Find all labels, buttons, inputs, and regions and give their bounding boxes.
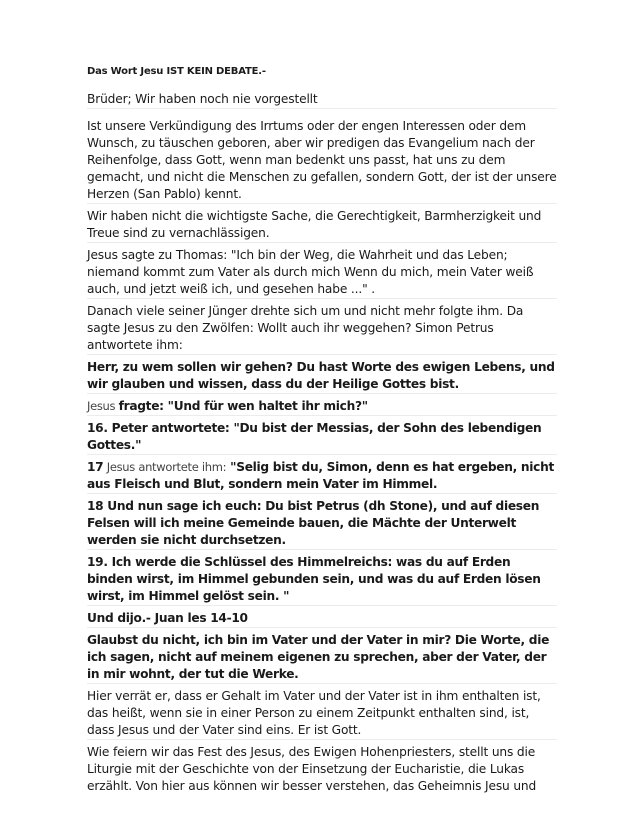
question-text: fragte: "Und für wen haltet ihr mich?" [118, 399, 368, 413]
paragraph-brueder: Brüder; Wir haben noch nie vorgestellt [87, 91, 557, 109]
paragraph-thomas: Jesus sagte zu Thomas: "Ich bin der Weg, die Wahrheit und das Leben; niemand kommt zum Vater als durch mich Wenn du mich, mein Vater weiß auch, und jetzt weiß ich, und gesehen habe ..." . [87, 247, 557, 299]
paragraph-gehalt: Hier verrät er, dass er Gehalt im Vater und der Vater ist in ihm enthalten ist, das heißt, wenn sie in einer Person zu einem Zeitpunkt enthalten sind, ist, dass Jesus und der Vater sind eins. Er ist Gott. [87, 688, 557, 740]
paragraph-verkuendigung: Ist unsere Verkündigung des Irrtums oder der engen Interessen oder dem Wunsch, zu täuschen geboren, aber wir predigen das Evangelium nach der Reihenfolge, dass Gott, wenn man bedenkt uns passt, hat uns zu dem gemacht, und nicht die Menschen zu gefallen, sondern Gott, der ist der unsere Herzen (San Pablo) kennt. [87, 118, 557, 204]
paragraph-verse-16: 16. Peter antwortete: "Du bist der Messias, der Sohn des lebendigen Gottes." [87, 420, 557, 455]
paragraph-juenger: Danach viele seiner Jünger drehte sich um und nicht mehr folgte ihm. Da sagte Jesus zu den Zwölfen: Wollt auch ihr weggehen? Simon Petrus antwortete ihm: [87, 303, 557, 355]
document-title: Das Wort Jesu IST KEIN DEBATE.- [87, 66, 266, 77]
paragraph-glaubst: Glaubst du nicht, ich bin im Vater und der Vater in mir? Die Worte, die ich sagen, nicht auf meinem eigenen zu sprechen, aber der Vater, der in mir wohnt, der tut die Werke. [87, 632, 557, 684]
paragraph-herr: Herr, zu wem sollen wir gehen? Du hast Worte des ewigen Lebens, und wir glauben und wissen, dass du der Heilige Gottes bist. [87, 359, 557, 394]
paragraph-verse-17 [87, 459, 557, 494]
paragraph-gerechtigkeit: Wir haben nicht die wichtigste Sache, die Gerechtigkeit, Barmherzigkeit und Treue sind zu vernachlässigen. [87, 208, 557, 243]
paragraph-frage [87, 398, 557, 416]
paragraph-verse-19: 19. Ich werde die Schlüssel des Himmelreichs: was du auf Erden binden wirst, im Himmel gebunden sein, und was du auf Erden lösen wirst, im Himmel gelöst sein. " [87, 554, 557, 606]
jesus-label: Jesus [87, 399, 119, 413]
document-page [87, 66, 557, 799]
jesus-answer-label: Jesus antwortete ihm: [103, 460, 227, 474]
verse-number-17: 17 [87, 460, 104, 474]
paragraph-und-dijo: Und dijo.- Juan les 14-10 [87, 610, 557, 628]
paragraph-verse-18: 18 Und nun sage ich euch: Du bist Petrus (dh Stone), und auf diesen Felsen will ich meine Gemeinde bauen, die Mächte der Unterwelt werden sie nicht durchsetzen. [87, 498, 557, 550]
verse-17-text: "Selig bist du, Simon, denn es hat ergeben, nicht aus Fleisch und Blut, sondern mein Vater im Himmel. [87, 460, 554, 491]
paragraph-fest: Wie feiern wir das Fest des Jesus, des Ewigen Hohenpriesters, stellt uns die Liturgie mit der Geschichte von der Einsetzung der Eucharistie, die Lukas erzählt. Von hier aus können wir besser verstehen, das Geheimnis Jesu und [87, 745, 537, 793]
